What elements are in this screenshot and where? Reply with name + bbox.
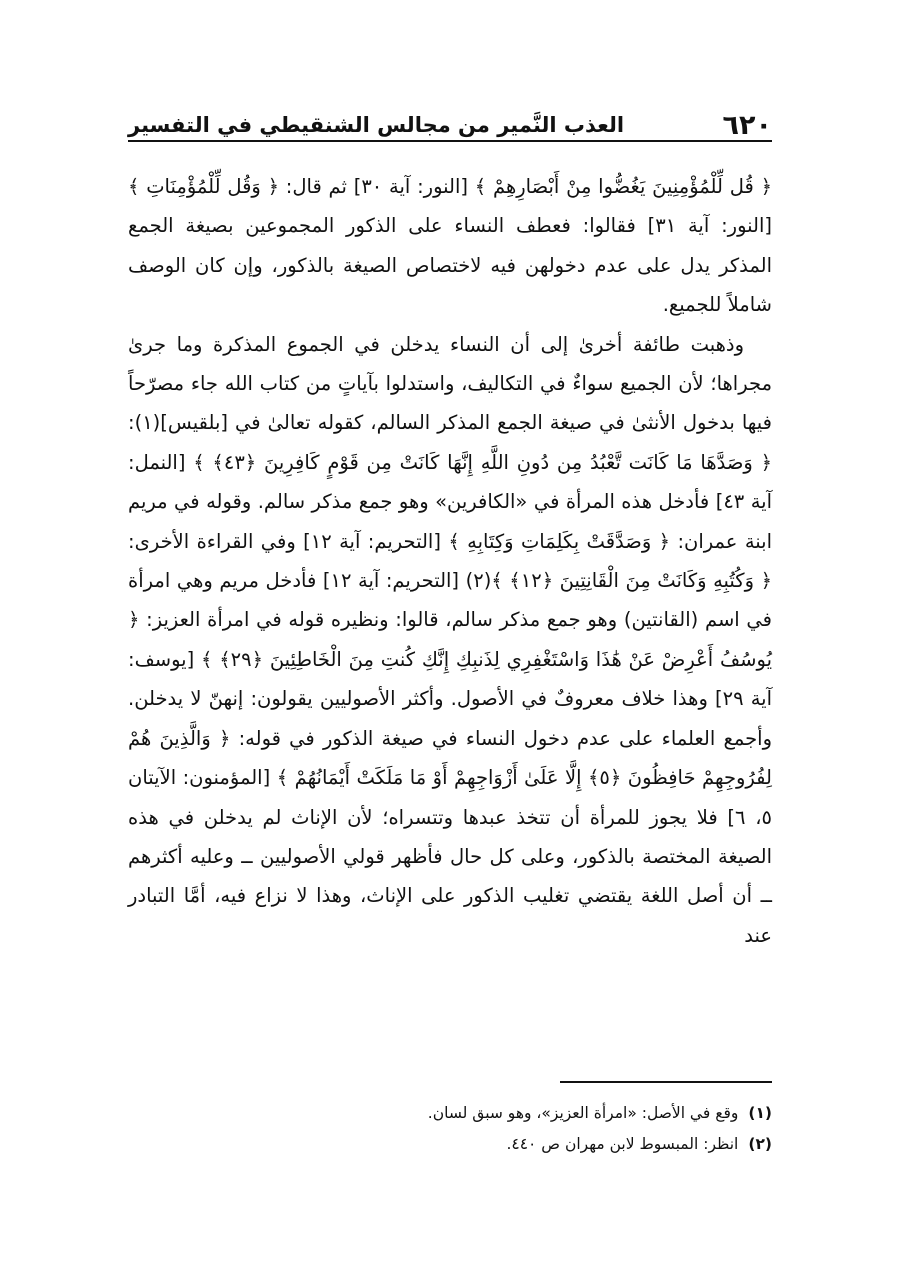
text-line: [المؤمنون: الآيتان ٥، ٦] فلا يجوز للمرأة أن تتخذ عبدها	[128, 766, 772, 829]
body-text	[128, 167, 772, 955]
footnote-text: وقع في الأصل: «امرأة العزيز»، وهو سبق لسان.	[427, 1104, 739, 1122]
footnote-marker: (٢)	[748, 1135, 772, 1153]
text-line: الأخرى: ﴿ وَكُتُبِهِ وَكَانَتْ مِنَ الْقَانِتِينَ ﴿١٢﴾ ﴾(٢) [التحريم: آية ١٢] فأدخل	[128, 529, 772, 593]
page-number: ٦٢٠	[722, 110, 772, 141]
text-line: «الكافرين» وهو جمع مذكر سالم. وقوله في مريم ابنة عمران:	[128, 490, 773, 553]
text-line: ﴿ وَصَدَّقَتْ بِكَلِمَاتِ وَكِتَابِهِ ﴾ [التحريم: آية ١٢] وفي القراءة	[196, 529, 671, 553]
text-line: وذهبت طائفة أخرىٰ إلى أن النساء يدخلن في الجموع المذكرة	[213, 332, 745, 356]
paragraph	[128, 325, 772, 956]
text-line: مريم وهي امرأة في اسم (القانتين) وهو جمع مذكر سالم،	[128, 569, 772, 632]
text-line: وما جرىٰ مجراها؛ لأن الجميع سواءٌ في التكاليف، واستدلوا بآياتٍ من	[128, 332, 773, 396]
text-line: ﴿ قُل لِّلْمُؤْمِنِينَ يَغُضُّوا مِنْ أَبْصَارِهِمْ ﴾ [النور: آية ٣٠] ثم قال: ﴿ وَقُل	[227, 175, 772, 198]
text-line: ﴿ وَالَّذِينَ هُمْ لِفُرُوجِهِمْ حَافِظُونَ ﴿٥﴾ إِلَّا عَلَىٰ أَزْوَاجِهِمْ أَوْ مَا مَلَكَتْ أَيْمَانُهُمْ ﴾	[128, 726, 772, 790]
text-line: وأجمع العلماء على عدم دخول النساء في صيغة الذكور في قوله:	[238, 726, 773, 750]
footnote-text: انظر: المبسوط لابن مهران ص ٤٤٠.	[506, 1135, 739, 1153]
page-header	[128, 100, 772, 142]
footnote	[128, 1129, 772, 1160]
text-line: كتاب الله جاء مصرّحاً فيها بدخول الأنثىٰ في صيغة الجمع المذكر	[128, 372, 772, 435]
text-line: لِّلْمُؤْمِنَاتِ ﴾ [النور: آية ٣١] فقالوا: فعطف النساء على الذكور	[128, 175, 773, 238]
running-title: العذب النَّمير من مجالس الشنقيطي في التفسير	[128, 113, 625, 137]
text-line: لاختصاص الصيغة بالذكور، وإن كان الوصف شاملاً للجميع.	[128, 253, 772, 317]
footnote-separator	[560, 1081, 772, 1083]
text-line: وتتسراه؛ لأن الإناث لم يدخلن في هذه الصيغة المختصة بالذكور،	[128, 805, 772, 868]
text-line: وعلى كل حال فأظهر قولي الأصوليين ــ وعليه أكثرهم ــ أن أصل اللغة	[128, 844, 772, 908]
text-line: لِذَنبِكِ إِنَّكِ كُنتِ مِنَ الْخَاطِئِينَ ﴿٢٩﴾ ﴾ [يوسف: آية ٢٩] وهذا خلاف	[128, 647, 773, 711]
text-line: المجموعين بصيغة الجمع المذكر يدل على عدم دخولهن فيه	[128, 214, 773, 277]
footnote	[128, 1098, 772, 1129]
paragraph	[128, 167, 772, 325]
text-line: يقتضي تغليب الذكور على الإناث، وهذا لا نزاع فيه، أمَّا التبادر عند	[128, 884, 772, 947]
footnote-marker: (١)	[748, 1104, 772, 1122]
text-line: معروفٌ في الأصول. وأكثر الأصوليين يقولون: إنهنّ لا يدخلن.	[128, 687, 615, 711]
text-line: كَانَتْ مِن قَوْمٍ كَافِرِينَ ﴿٤٣﴾ ﴾ [النمل: آية ٤٣] فأدخل هذه المرأة في	[128, 450, 773, 514]
text-line: قالوا: ونظيره قوله في امرأة العزيز: ﴿ يُوسُفُ أَعْرِضْ عَنْ هَٰذَا وَاسْتَغْفِرِي	[128, 608, 772, 671]
footnotes	[128, 1098, 772, 1160]
text-line: السالم، كقوله تعالىٰ في [بلقيس](١): ﴿ وَصَدَّهَا مَا كَانَت تَّعْبُدُ مِن دُونِ اللَّهِ إِنَّهَا	[128, 411, 773, 474]
